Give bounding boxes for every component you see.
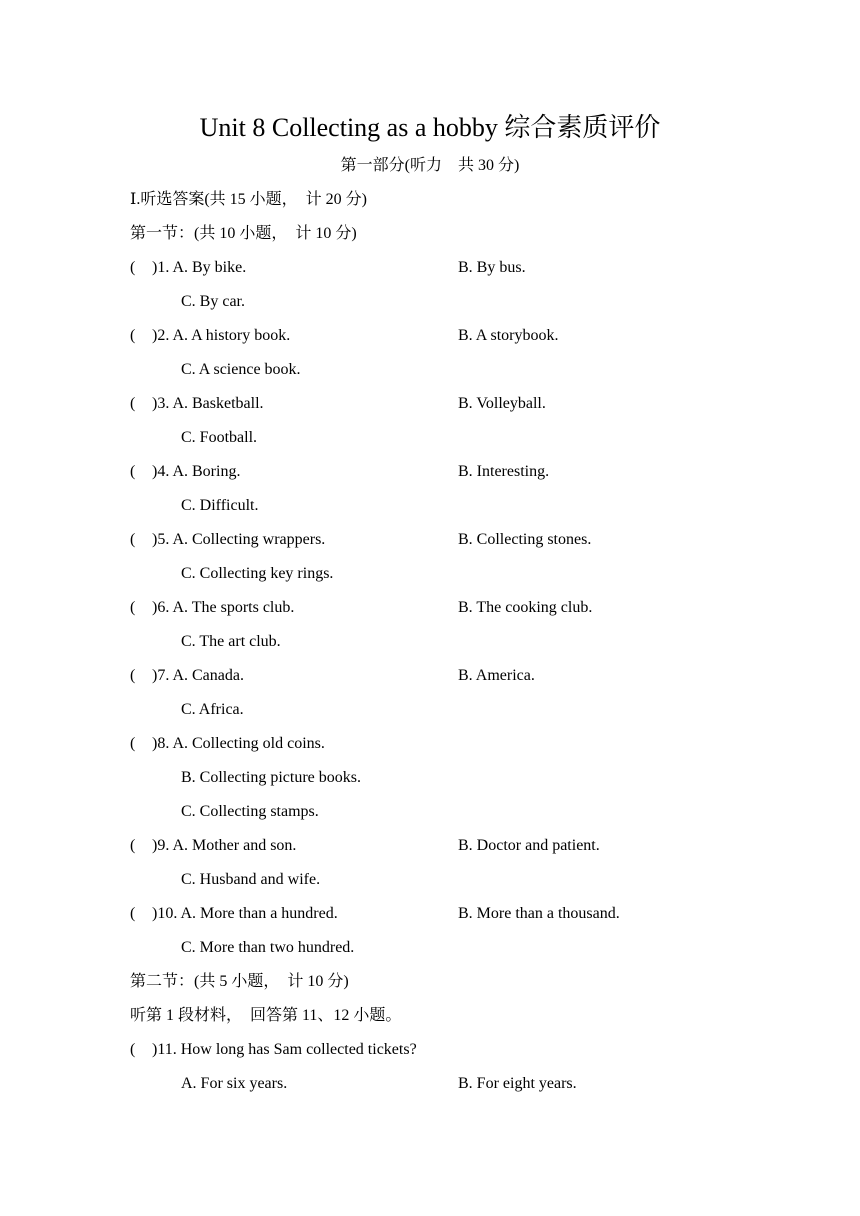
question-6-option-c: C. The art club. <box>181 633 281 650</box>
answer-blank: ( <box>130 837 136 854</box>
material-intro: 听第 1 段材料， 回答第 11、12 小题。 <box>130 1007 402 1024</box>
question-3-option-b: B. Volleyball. <box>458 395 546 412</box>
question-1-option-b: B. By bus. <box>458 259 526 276</box>
question-1 <box>130 256 246 280</box>
answer-blank: ( <box>130 327 136 344</box>
question-11-option-a: A. For six years. <box>181 1075 288 1092</box>
answer-blank: ( <box>130 667 136 684</box>
question-7 <box>130 664 244 688</box>
section-heading: Ⅰ.听选答案(共 15 小题， 计 20 分) <box>130 191 367 208</box>
answer-blank: ( <box>130 395 136 412</box>
question-4 <box>130 460 240 484</box>
part1-heading: 第一节：(共 10 小题， 计 10 分) <box>130 225 357 242</box>
part2-heading: 第二节：(共 5 小题， 计 10 分) <box>130 973 349 990</box>
question-5-option-a: )5. A. Collecting wrappers. <box>152 531 326 548</box>
question-2 <box>130 324 290 348</box>
question-6 <box>130 596 294 620</box>
question-7-option-c: C. Africa. <box>181 701 244 718</box>
question-11-option-b: B. For eight years. <box>458 1075 577 1092</box>
question-3-option-a: )3. A. Basketball. <box>152 395 264 412</box>
answer-blank: ( <box>130 463 136 480</box>
question-10-option-c: C. More than two hundred. <box>181 939 355 956</box>
question-1-option-c: C. By car. <box>181 293 245 310</box>
question-5 <box>130 528 325 552</box>
question-2-option-c: C. A science book. <box>181 361 301 378</box>
question-9-option-c: C. Husband and wife. <box>181 871 321 888</box>
page-title: Unit 8 Collecting as a hobby 综合素质评价 <box>199 113 661 142</box>
question-6-option-a: )6. A. The sports club. <box>152 599 295 616</box>
question-10-option-a: )10. A. More than a hundred. <box>152 905 338 922</box>
question-2-option-b: B. A storybook. <box>458 327 559 344</box>
question-1-option-a: )1. A. By bike. <box>152 259 247 276</box>
question-3 <box>130 392 264 416</box>
question-9-option-a: )9. A. Mother and son. <box>152 837 297 854</box>
question-10-option-b: B. More than a thousand. <box>458 905 620 922</box>
question-4-option-c: C. Difficult. <box>181 497 259 514</box>
page-subtitle: 第一部分(听力 共 30 分) <box>340 157 520 174</box>
question-3-option-c: C. Football. <box>181 429 258 446</box>
question-9-option-b: B. Doctor and patient. <box>458 837 600 854</box>
question-5-option-c: C. Collecting key rings. <box>181 565 334 582</box>
question-8 <box>130 732 325 756</box>
question-8-option-a: )8. A. Collecting old coins. <box>152 735 325 752</box>
answer-blank: ( <box>130 531 136 548</box>
question-10 <box>130 902 338 926</box>
question-11 <box>130 1038 417 1062</box>
question-9 <box>130 834 296 858</box>
question-7-option-b: B. America. <box>458 667 535 684</box>
question-7-option-a: )7. A. Canada. <box>152 667 244 684</box>
question-2-option-a: )2. A. A history book. <box>152 327 291 344</box>
question-8-option-b: B. Collecting picture books. <box>181 769 361 786</box>
answer-blank: ( <box>130 599 136 616</box>
question-4-option-a: )4. A. Boring. <box>152 463 241 480</box>
answer-blank: ( <box>130 1041 136 1058</box>
question-6-option-b: B. The cooking club. <box>458 599 593 616</box>
question-5-option-b: B. Collecting stones. <box>458 531 592 548</box>
answer-blank: ( <box>130 905 136 922</box>
question-8-option-c: C. Collecting stamps. <box>181 803 319 820</box>
answer-blank: ( <box>130 735 136 752</box>
question-4-option-b: B. Interesting. <box>458 463 550 480</box>
answer-blank: ( <box>130 259 136 276</box>
question-11-stem: )11. How long has Sam collected tickets? <box>152 1041 417 1058</box>
